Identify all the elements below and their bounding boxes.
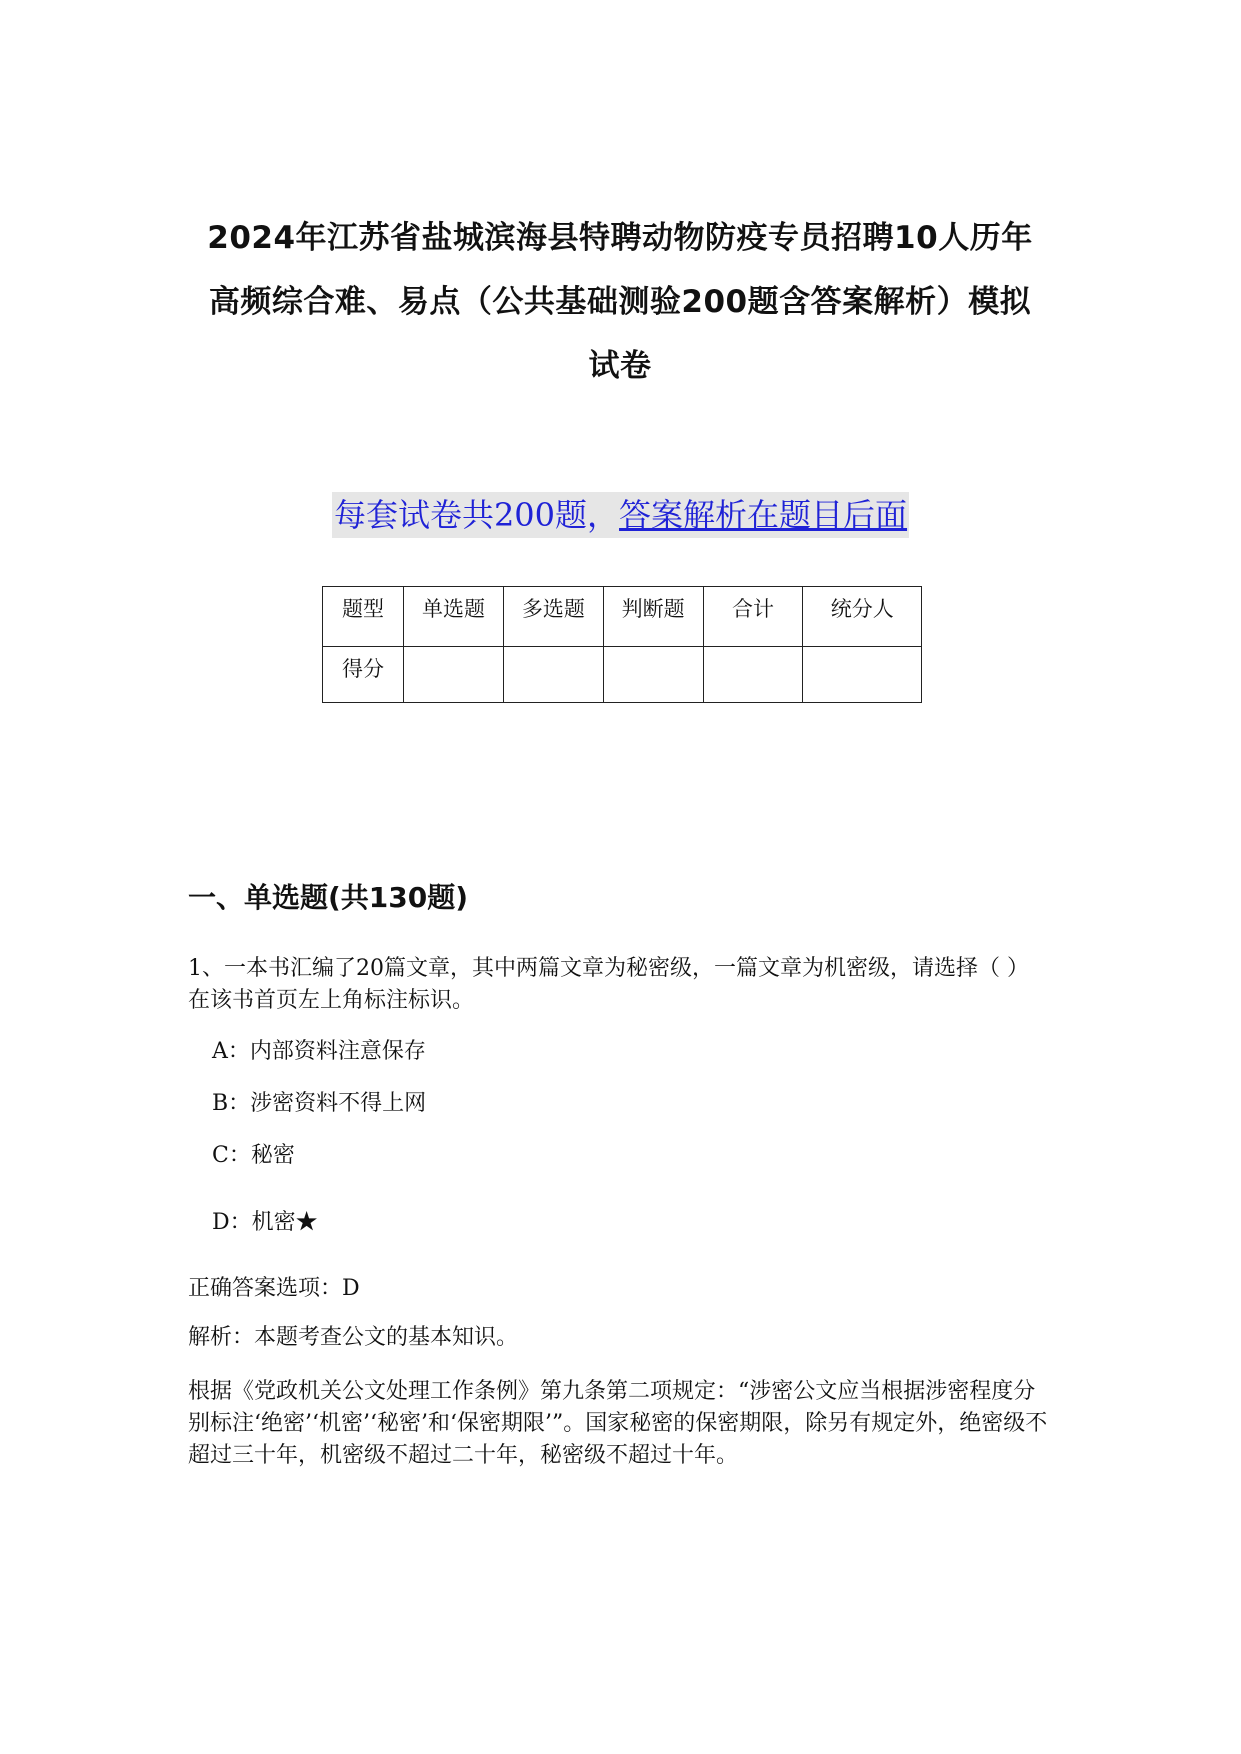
title-line-1: 2024年江苏省盐城滨海县特聘动物防疫专员招聘10人历年 [207,220,1033,256]
score-cell-single [404,647,504,703]
question-stem: 1、一本书汇编了20篇文章，其中两篇文章为秘密级，一篇文章为机密级，请选择（ ）在该书首页左上角标注标识。 [188,956,1029,1013]
header-cell-scorer: 统分人 [803,587,922,647]
score-table [322,586,922,703]
score-table-header-row [323,587,922,647]
option-b: B：涉密资料不得上网 [212,1091,427,1116]
correct-answer: 正确答案选项：D [188,1276,360,1301]
exam-notice [0,492,1241,538]
header-cell-type: 题型 [323,587,404,647]
document-title [170,206,1070,398]
header-cell-multi: 多选题 [503,587,603,647]
header-cell-total: 合计 [703,587,803,647]
analysis-text: 解析：本题考查公文的基本知识。 [188,1325,519,1350]
answer-location-link[interactable]: 答案解析在题目后面 [619,496,908,534]
option-c: C：秘密 [212,1143,295,1168]
regulation-basis: 根据《党政机关公文处理工作条例》第九条第二项规定：“涉密公文应当根据涉密程度分别标注‘绝密’‘机密’‘秘密’和‘保密期限’”。国家秘密的保密期限，除另有规定外，绝密级不超过三十年，机密级不超过二十年，秘密级不超过十年。 [188,1379,1048,1468]
title-line-2: 高频综合难、易点（公共基础测验200题含答案解析）模拟 [208,284,1032,320]
score-table-score-row [323,647,922,703]
notice-highlight [332,492,909,538]
score-cell-scorer [803,647,922,703]
notice-text: 每套试卷共200题， [333,496,620,534]
option-d: D：机密★ [212,1210,318,1235]
score-cell-total [703,647,803,703]
option-a: A：内部资料注意保存 [212,1039,426,1064]
header-cell-judge: 判断题 [603,587,703,647]
header-cell-single: 单选题 [404,587,504,647]
section-heading: 一、单选题(共130题) [188,881,469,914]
score-cell-judge [603,647,703,703]
score-row-label: 得分 [323,647,404,703]
title-line-3: 试卷 [588,348,652,384]
score-cell-multi [503,647,603,703]
